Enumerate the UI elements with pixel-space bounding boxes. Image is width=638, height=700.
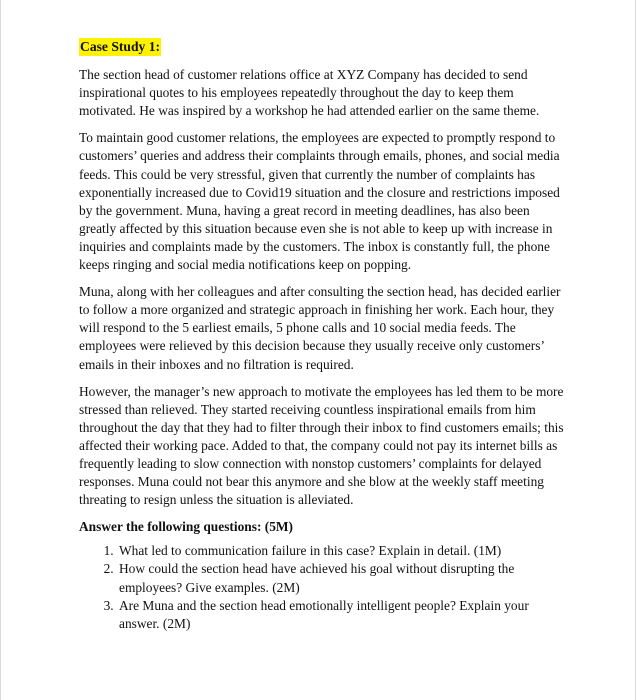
question-item-2: 2. How could the section head have achieved his goal without disrupting the employees? Give examples. (2M) xyxy=(117,560,565,596)
questions-heading: Answer the following questions: (5M) xyxy=(79,519,294,535)
case-study-title: Case Study 1: xyxy=(79,38,161,56)
paragraph-3: Muna, along with her colleagues and after consulting the section head, has decided earlier to follow a more organized and strategic approach in finishing her work. Each hour, they will respond to the 5 earliest emails, 5 phone calls and 10 social media feeds. The employees were relieved by this decision because they usually receive only customers’ emails in their inboxes and no filtration is required. xyxy=(79,284,561,372)
questions-list xyxy=(79,542,565,632)
paragraph-1: The section head of customer relations office at XYZ Company has decided to send inspirational quotes to his employees repeatedly throughout the day to keep them motivated. He was inspired by a workshop he had attended earlier on the same theme. xyxy=(79,67,540,119)
question-item-3: 3. Are Muna and the section head emotionally intelligent people? Explain your answer. (2M) xyxy=(117,597,565,633)
paragraph-4: However, the manager’s new approach to motivate the employees has led them to be more stressed than relieved. They started receiving countless inspirational emails from him throughout the day that they had to filter through their inbox to find customers emails; this affected their working pace. Added to that, the company could not pay its internet bills as frequently leading to slow connection with nonstop customers’ complaints for delayed responses. Muna could not bear this anymore and she blow at the weekly staff meeting threating to resign unless the situation is alleviated. xyxy=(79,383,564,508)
paragraph-2: To maintain good customer relations, the employees are expected to promptly respond to customers’ queries and address their complaints through emails, phones, and social media feeds. This could be very stressful, given that currently the number of complaints has exponentially increased due to Covid19 situation and the closure and restrictions imposed by the government. Muna, having a great record in meeting deadlines, has also been greatly affected by this situation because even she is not able to keep up with increase in inquiries and complaints made by the customers. The inbox is constantly full, the phone keeps ringing and social media notifications keep on popping. xyxy=(79,130,560,273)
question-item-1: 1. What led to communication failure in this case? Explain in detail. (1M) xyxy=(117,542,565,560)
document-content xyxy=(79,38,565,633)
